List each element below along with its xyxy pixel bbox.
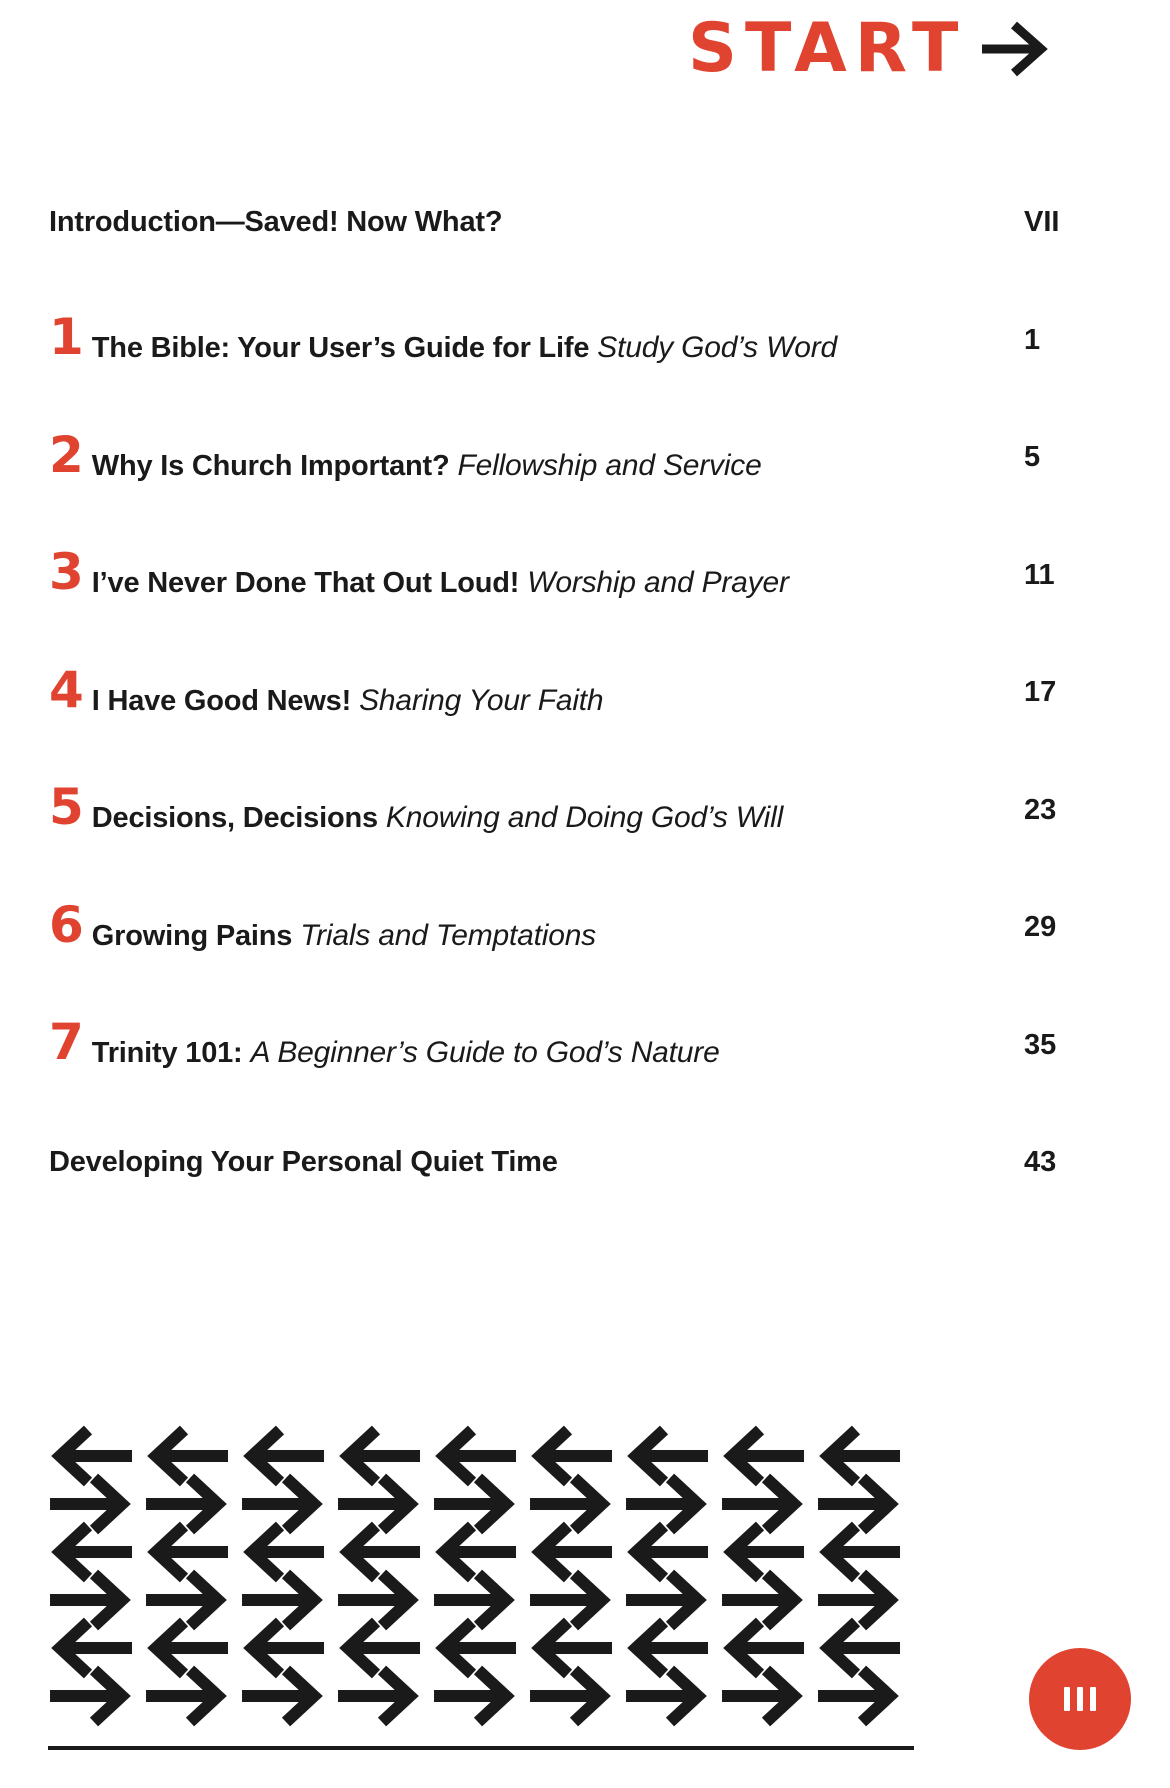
toc-entry-label [49,425,762,484]
chapter-number: 7 [49,1013,84,1072]
chapter-title: Why Is Church Important? [91,449,450,482]
toc-entry[interactable] [49,634,1109,752]
chapter-subtitle: Knowing and Doing God’s Will [385,801,784,835]
page-number: VII [1024,206,1060,239]
chapter-number: 1 [49,308,84,367]
chapter-subtitle: A Beginner’s Guide to God’s Nature [250,1036,720,1070]
toc-entry-label [49,543,789,602]
arrow-pattern-icon [48,1422,914,1752]
chapter-title: The Bible: Your User’s Guide for Life [91,332,590,365]
chapter-number: 6 [49,895,84,954]
chapter-title: I Have Good News! [91,684,352,717]
page-number: 17 [1024,676,1057,709]
menu-button[interactable] [1029,1648,1131,1750]
toc-entry[interactable] [49,164,1109,282]
page-number: 43 [1024,1146,1057,1179]
chapter-title: Growing Pains [91,919,293,952]
page-title: START [688,9,967,88]
chapter-title: Developing Your Personal Quiet Time [49,1146,558,1179]
chapter-number: 2 [49,425,84,484]
toc-entry-label [49,660,604,719]
chapter-number: 5 [49,778,84,837]
chapter-number: 3 [49,543,84,602]
chapter-subtitle: Sharing Your Faith [359,683,604,717]
chapter-subtitle: Worship and Prayer [527,566,789,600]
chapter-subtitle: Fellowship and Service [457,448,762,482]
toc-entry[interactable] [49,517,1109,635]
page-number: 35 [1024,1028,1057,1061]
chapter-title: Introduction—Saved! Now What? [49,206,503,239]
page-number: 23 [1024,793,1057,826]
toc-entry-label [49,1013,720,1072]
page-header [688,9,1050,88]
toc-entry[interactable] [49,1104,1109,1222]
toc-entry-label [49,895,596,954]
toc-entry[interactable] [49,282,1109,400]
table-of-contents [49,164,1109,1222]
toc-entry-label [49,778,784,837]
toc-entry[interactable] [49,752,1109,870]
chapter-number: 4 [49,660,84,719]
toc-entry[interactable] [49,399,1109,517]
toc-entry[interactable] [49,869,1109,987]
toc-entry-label [49,206,502,239]
menu-bars-icon [1063,1686,1097,1712]
right-arrow-icon [978,19,1050,79]
page-number: 1 [1024,323,1041,356]
toc-entry-label [49,1146,558,1179]
toc-entry-label [49,308,837,367]
chapter-subtitle: Trials and Temptations [300,918,596,952]
page-number: 11 [1024,558,1055,591]
chapter-title: Decisions, Decisions [91,802,378,835]
toc-entry[interactable] [49,987,1109,1105]
chapter-subtitle: Study God’s Word [597,331,837,365]
chapter-title: Trinity 101: [91,1037,243,1070]
page-number: 5 [1024,441,1041,474]
chapter-title: I’ve Never Done That Out Loud! [91,567,520,600]
page-number: 29 [1024,911,1057,944]
